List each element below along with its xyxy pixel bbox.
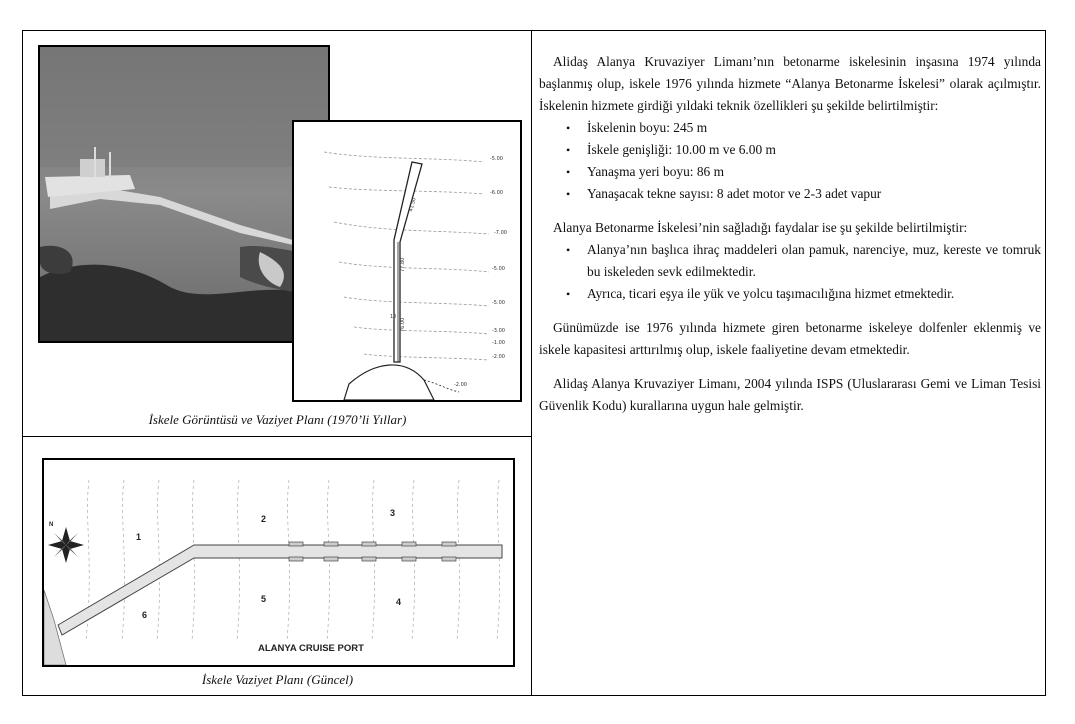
dimension-label: 76.00 (400, 317, 406, 332)
north-label: N (49, 522, 54, 528)
list-item: • Ayrıca, ticari eşya ile yük ve yolcu taşımacılığına hizmet etmektedir. (539, 283, 1041, 305)
current-site-plan (42, 458, 515, 667)
depth-label: -3.00 (492, 328, 505, 334)
bullet-icon: • (566, 165, 571, 179)
zone-label-6: 6 (142, 610, 148, 620)
specs-list (539, 117, 1041, 205)
row-divider (23, 436, 532, 437)
bullet-icon: • (566, 287, 571, 301)
depth-label: -5.00 (492, 300, 505, 306)
depth-label: -5.00 (490, 156, 503, 162)
depth-label: -7.00 (494, 230, 507, 236)
compass-rose-icon (48, 527, 84, 563)
bullet-icon: • (566, 121, 571, 135)
paragraph-benefits: Alanya Betonarme İskelesi’nin sağladığı faydalar ise şu şekilde belirtilmiştir: (553, 220, 968, 235)
historic-pier-photo (38, 45, 330, 343)
depth-label: -6.00 (490, 190, 503, 196)
benefits-list (539, 239, 1041, 305)
dimension-label: 41.50 (408, 197, 418, 213)
bullet-icon: • (566, 187, 571, 201)
dimension-label: 10 (390, 314, 397, 320)
zone-label-1: 1 (136, 532, 142, 542)
paragraph-current: Günümüzde ise 1976 yılında hizmete giren betonarme iskeleye dolfenler eklenmiş ve iskele kapasitesi arttırılmış olup, iskele faaliyetine devam etmektedir. (539, 320, 1041, 357)
zone-label-2: 2 (261, 514, 267, 524)
zone-label-4: 4 (396, 597, 402, 607)
document-table (22, 30, 1046, 696)
list-item: • Yanaşacak tekne sayısı: 8 adet motor ve 2-3 adet vapur (539, 183, 1041, 205)
historic-caption: İskele Görüntüsü ve Vaziyet Planı (1970’li Yıllar) (148, 412, 407, 427)
current-caption: İskele Vaziyet Planı (Güncel) (201, 672, 354, 687)
current-site-plan-drawing (44, 460, 513, 665)
bullet-icon: • (566, 243, 571, 257)
depth-label: -2.00 (492, 354, 505, 360)
list-item: • Alanya’nın başlıca ihraç maddeleri olan pamuk, narenciye, muz, kereste ve tomruk bu iskeleden sevk edilmektedir. (539, 239, 1041, 283)
column-divider (531, 31, 532, 695)
description-text (539, 51, 1041, 417)
paragraph-isps: Alidaş Alanya Kruvaziyer Limanı, 2004 yılında ISPS (Uluslararası Gemi ve Liman Tesisi Güvenlik Kodu) kurallarına uygun hale gelmiştir. (539, 376, 1041, 413)
depth-label: -2.00 (454, 382, 467, 388)
zone-label-5: 5 (261, 594, 267, 604)
bullet-icon: • (566, 143, 571, 157)
historic-site-plan (292, 120, 522, 402)
historic-pier-photo-image (40, 47, 328, 341)
list-item: • Yanaşma yeri boyu: 86 m (539, 161, 1041, 183)
dimension-label: 77.80 (400, 257, 406, 272)
plan-title: ALANYA CRUISE PORT (258, 643, 364, 654)
zone-label-3: 3 (390, 508, 396, 518)
list-item: • İskele genişliği: 10.00 m ve 6.00 m (539, 139, 1041, 161)
list-item: • İskelenin boyu: 245 m (539, 117, 1041, 139)
paragraph-history: Alidaş Alanya Kruvaziyer Limanı’nın betonarme iskelesinin inşasına 1974 yılında başlanmış olup, iskele 1976 yılında hizmete “Alanya Betonarme İskelesi” olarak açılmıştır. İskelenin hizmete girdiği yıldaki teknik özellikleri şu şekilde belirtilmiştir: (539, 54, 1041, 113)
historic-site-plan-drawing (294, 122, 520, 400)
depth-label: -1.00 (492, 340, 505, 346)
depth-label: -5.00 (492, 266, 505, 272)
